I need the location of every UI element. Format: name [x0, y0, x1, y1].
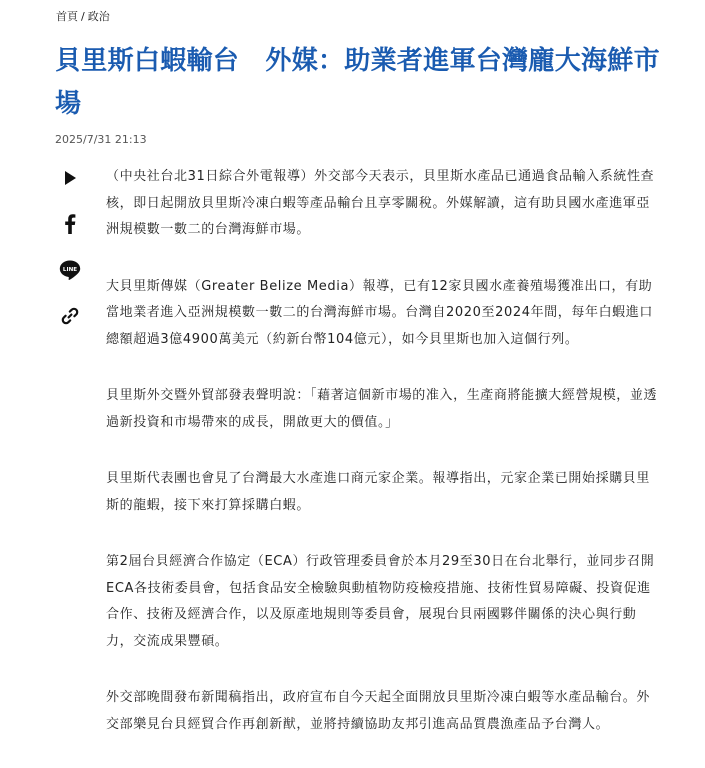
article-paragraph: 大貝里斯傳媒（Greater Belize Media）報導，已有12家貝國水產養殖場獲准出口，有助當地業者進入亞洲規模數一數二的台灣海鮮市場。台灣自2020至2024年間，每年白蝦進口總額超過3億4900萬美元（約新台幣104億元），如今貝里斯也加入這個行列。	[106, 278, 653, 347]
breadcrumb	[56, 8, 110, 24]
share-line-button[interactable]	[52, 252, 88, 288]
line-icon-label: LINE	[62, 267, 78, 274]
article-title: 貝里斯白蝦輸台 外媒：助業者進軍台灣龐大海鮮市場	[55, 46, 660, 119]
article-date: 2025/7/31 21:13	[55, 133, 147, 146]
link-icon	[61, 307, 79, 325]
play-audio-button[interactable]	[52, 160, 88, 196]
article-paragraph: 外交部晚間發布新聞稿指出，政府宣布自今天起全面開放貝里斯冷凍白蝦等水產品輸台。外交部樂見台貝經貿合作再創新猷，並將持續協助友邦引進高品質農漁產品予台灣人。	[106, 690, 651, 732]
article-paragraph: （中央社台北31日綜合外電報導）外交部今天表示，貝里斯水產品已通過食品輸入系統性查核，即日起開放貝里斯冷凍白蝦等產品輸台且享零關稅。外媒解讀，這有助貝國水產進軍亞洲規模數一數二的台灣海鮮市場。	[106, 169, 655, 237]
breadcrumb-section-link[interactable]: 政治	[87, 10, 110, 23]
share-facebook-button[interactable]	[52, 206, 88, 242]
breadcrumb-home-link[interactable]: 首頁	[56, 10, 78, 23]
breadcrumb-separator: /	[81, 9, 85, 23]
article-paragraph: 第2屆台貝經濟合作協定（ECA）行政管理委員會於本月29至30日在台北舉行，並同步召開ECA各技術委員會，包括食品安全檢驗與動植物防疫檢疫措施、技術性貿易障礙、投資促進合作、技術及經濟合作，以及原產地規則等委員會，展現台貝兩國夥伴關係的決心與行動力，交流成果豐碩。	[106, 554, 655, 649]
facebook-icon	[64, 214, 76, 234]
article-body	[106, 164, 658, 768]
article-paragraph: 貝里斯外交暨外貿部發表聲明說：「藉著這個新市場的准入，生產商將能擴大經營規模，並透過新投資和市場帶來的成長，開啟更大的價值。」	[106, 388, 658, 430]
share-toolbar	[52, 160, 88, 344]
play-icon	[63, 170, 77, 186]
article-paragraph: 貝里斯代表團也會見了台灣最大水產進口商元家企業。報導指出，元家企業已開始採購貝里斯的龍蝦，接下來打算採購白蝦。	[106, 471, 651, 513]
copy-link-button[interactable]	[52, 298, 88, 334]
line-icon	[58, 258, 82, 282]
